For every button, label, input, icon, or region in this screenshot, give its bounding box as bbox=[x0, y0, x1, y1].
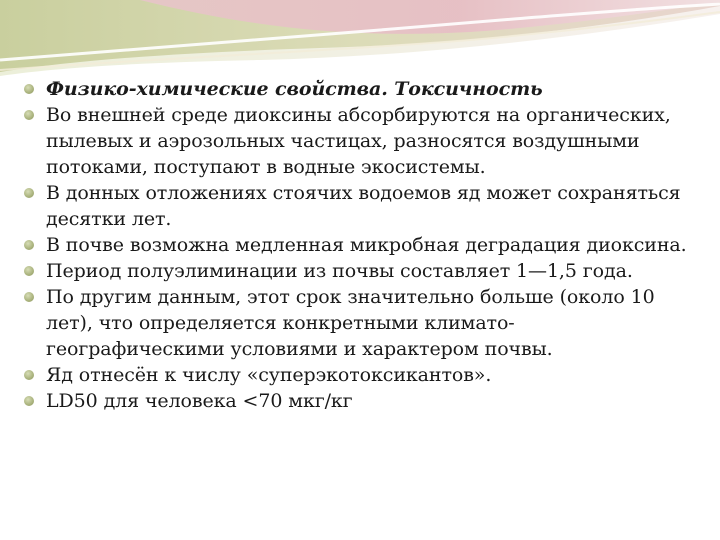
bullet-icon bbox=[24, 84, 34, 94]
bullet-icon bbox=[24, 292, 34, 302]
bullet-text: В почве возможна медленная микробная деградация диоксина. bbox=[46, 234, 687, 256]
bullet-icon bbox=[24, 396, 34, 406]
bullet-icon bbox=[24, 240, 34, 250]
bullet-text: Во внешней среде диоксины абсорбируются на органических, пылевых и аэрозольных частицах, разносятся воздушными потоками, поступают в водные экосистемы. bbox=[46, 104, 671, 178]
slide-heading: Физико-химические свойства. Токсичность bbox=[46, 78, 543, 100]
bullet-item bbox=[20, 232, 692, 258]
bullet-icon bbox=[24, 188, 34, 198]
bullet-item bbox=[20, 180, 692, 232]
bullet-item bbox=[20, 388, 692, 414]
bullet-item bbox=[20, 258, 692, 284]
bullet-icon bbox=[24, 370, 34, 380]
bullet-icon bbox=[24, 110, 34, 120]
bullet-list bbox=[20, 76, 692, 414]
bullet-item-heading bbox=[20, 76, 692, 102]
header-decoration bbox=[0, 0, 720, 80]
bullet-item bbox=[20, 102, 692, 180]
bullet-text: В донных отложениях стоячих водоемов яд может сохраняться десятки лет. bbox=[46, 182, 681, 230]
bullet-item bbox=[20, 362, 692, 388]
bullet-item bbox=[20, 284, 692, 362]
bullet-text: Период полуэлиминации из почвы составляет 1—1,5 года. bbox=[46, 260, 633, 282]
bullet-text: По другим данным, этот срок значительно больше (около 10 лет), что определяется конкретными климато-географическими условиями и характером почвы. bbox=[46, 286, 655, 360]
bullet-text: Яд отнесён к числу «суперэкотоксикантов». bbox=[46, 364, 492, 386]
bullet-icon bbox=[24, 266, 34, 276]
bullet-text: LD50 для человека <70 мкг/кг bbox=[46, 390, 353, 412]
